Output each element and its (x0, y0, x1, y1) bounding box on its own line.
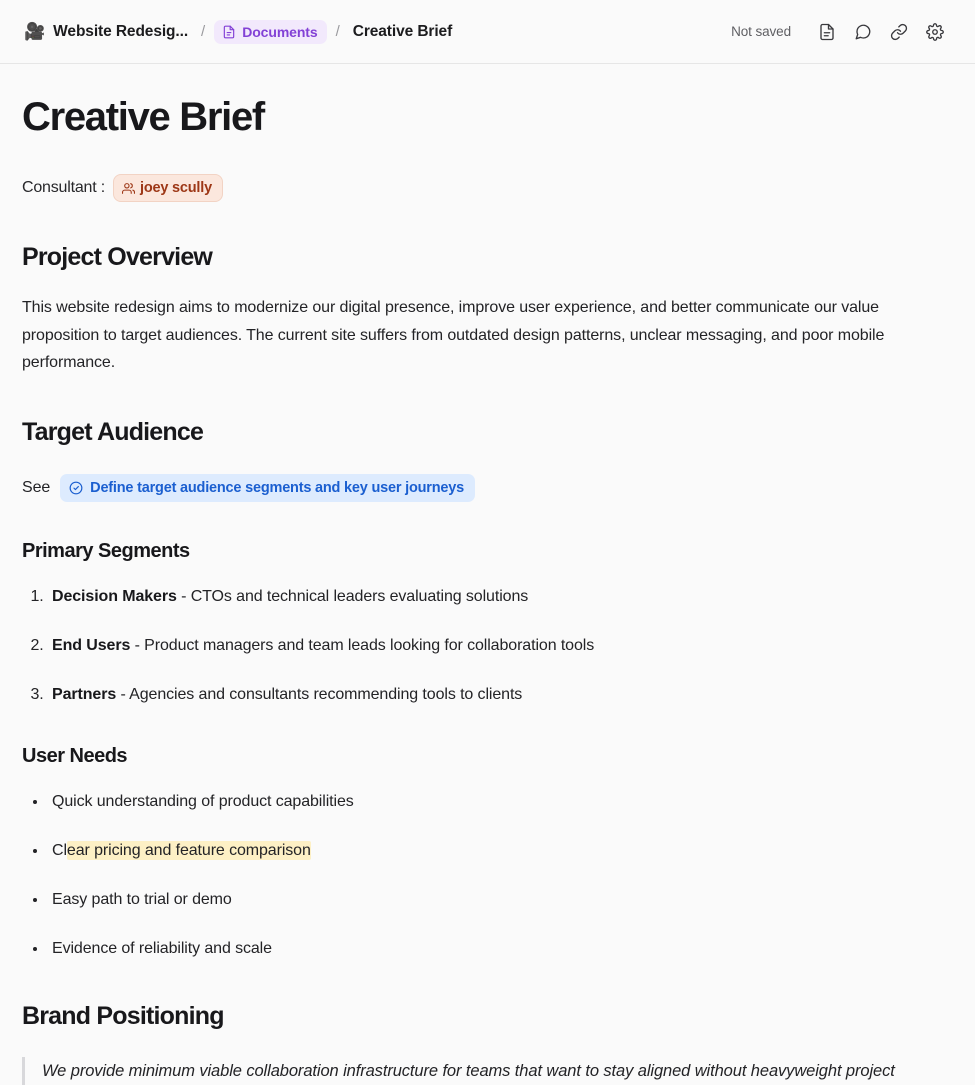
mention-label: joey scully (139, 180, 212, 196)
primary-segments-list (22, 585, 953, 707)
need-text: Easy path to trial or demo (52, 890, 232, 908)
breadcrumb-separator-2: / (335, 23, 340, 40)
consultant-meta-row (22, 174, 953, 202)
need-text: Quick understanding of product capabilities (52, 792, 354, 810)
comments-button[interactable] (845, 15, 881, 49)
task-reference-chip[interactable] (60, 474, 475, 502)
highlighted-text: ear pricing and feature comparison (66, 841, 311, 859)
heading-target-audience: Target Audience (22, 417, 204, 446)
heading-user-needs: User Needs (22, 744, 128, 767)
task-reference-row (22, 474, 953, 502)
settings-button[interactable] (917, 15, 953, 49)
user-needs-list (22, 790, 953, 961)
people-icon (122, 182, 135, 195)
list-item (48, 683, 953, 707)
list-item (48, 790, 953, 814)
save-status: Not saved (731, 24, 791, 39)
breadcrumb-separator-1: / (201, 23, 206, 40)
heading-primary-segments: Primary Segments (22, 539, 190, 562)
segment-term: Partners (52, 685, 117, 703)
breadcrumb-workspace-label: Website Redesig... (53, 22, 189, 40)
file-icon (222, 25, 236, 39)
paragraph-project-overview: This website redesign aims to modernize our digital presence, improve user experience, and better communicate our value proposition to target audiences. The current site suffers from outdated design patterns, unclear messaging, and poor mobile performance. (22, 299, 885, 372)
breadcrumb-current-page[interactable]: Creative Brief (352, 22, 453, 40)
comment-icon (854, 23, 872, 41)
list-item (48, 839, 953, 863)
list-item (48, 585, 953, 609)
segment-desc: - Product managers and team leads looking for collaboration tools (130, 636, 595, 654)
mention-chip-joey-scully[interactable] (113, 174, 223, 202)
link-icon (890, 23, 908, 41)
document-view-button[interactable] (809, 15, 845, 49)
breadcrumb-documents-label: Documents (242, 23, 318, 40)
share-link-button[interactable] (881, 15, 917, 49)
need-text: Cl (52, 841, 67, 859)
heading-brand-positioning: Brand Positioning (22, 1001, 224, 1030)
document-icon (818, 23, 836, 41)
breadcrumb-workspace[interactable] (20, 20, 192, 44)
document-body[interactable] (0, 64, 975, 1080)
page-title: Creative Brief (22, 95, 264, 139)
heading-project-overview: Project Overview (22, 243, 213, 271)
see-label: See (22, 478, 51, 496)
list-item (48, 634, 953, 658)
gear-icon (926, 23, 944, 41)
need-text: Evidence of reliability and scale (52, 939, 272, 957)
breadcrumb-documents-chip[interactable] (214, 20, 326, 44)
movie-camera-icon: 🎥 (24, 22, 46, 41)
segment-desc: - CTOs and technical leaders evaluating solutions (176, 587, 529, 605)
check-circle-icon (69, 481, 83, 495)
segment-term: End Users (52, 636, 131, 654)
app-header (0, 0, 975, 64)
task-reference-label: Define target audience segments and key user journeys (90, 479, 464, 496)
brand-positioning-quote: We provide minimum viable collaboration infrastructure for teams that want to stay aligned without heavyweight project (22, 1057, 937, 1085)
consultant-label: Consultant : (22, 179, 105, 196)
segment-term: Decision Makers (52, 587, 177, 605)
breadcrumb (20, 20, 731, 44)
list-item (48, 937, 953, 961)
list-item (48, 888, 953, 912)
header-actions (731, 15, 953, 49)
segment-desc: - Agencies and consultants recommending tools to clients (116, 685, 523, 703)
